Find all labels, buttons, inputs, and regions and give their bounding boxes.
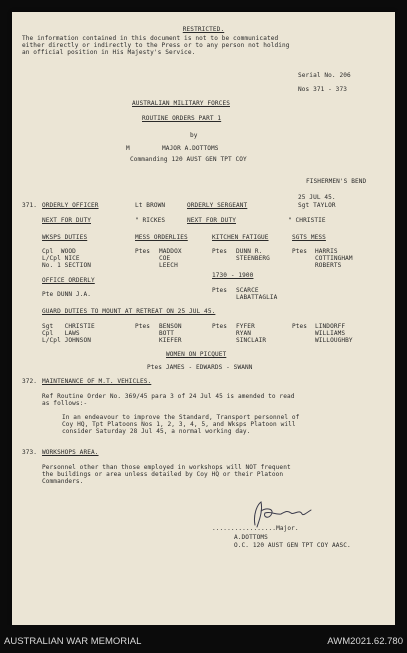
roster-entry: Cpl WOOD (42, 248, 76, 255)
officer-prefix: M (126, 145, 130, 152)
roster-entry: DUNN R. (236, 248, 263, 255)
guard-entry: LINDORFF (315, 323, 346, 330)
picquet-names: Ptes JAMES - EDWARDS - SWANN (147, 364, 253, 371)
kitchen-time: 1730 - 1900 (212, 272, 254, 279)
guard-entry: RYAN (236, 330, 252, 337)
commanding-officer: MAJOR A.DOTTOMS (162, 145, 219, 152)
guard-entry: FYFER (236, 323, 255, 330)
section-heading: MAINTENANCE OF M.T. VEHICLES. (42, 378, 152, 385)
body-line: In an endeavour to improve the Standard, Transport personnel of (62, 414, 300, 421)
orderly-sergeant-label: ORDERLY SERGEANT (187, 202, 248, 209)
order-numbers: Nos 371 - 373 (298, 86, 347, 93)
office-orderly-label: OFFICE ORDERLY (42, 277, 95, 284)
date: 25 JUL 45. (298, 194, 336, 201)
rank-label: Ptes (212, 248, 228, 255)
item-number: 371. (22, 202, 38, 209)
item-number: 373. (22, 449, 38, 456)
next-for-duty-label: NEXT FOR DUTY (42, 217, 91, 224)
guard-entry: KIEFER (159, 337, 182, 344)
serial-number: Serial No. 206 (298, 72, 351, 79)
roster-entry: L/Cpl NICE (42, 255, 80, 262)
section-heading: WORKSHOPS AREA. (42, 449, 99, 456)
guard-entry: BOTT (159, 330, 175, 337)
roster-entry: No. 1 SECTION (42, 262, 91, 269)
item-number: 372. (22, 378, 38, 385)
orderly-officer-name: Lt BROWN (135, 202, 166, 209)
rank-label: Ptes (135, 248, 151, 255)
roster-entry: COE (159, 255, 171, 262)
body-line: Ref Routine Order No. 369/45 para 3 of 24 Jul 45 is amended to read (42, 393, 295, 400)
next-for-duty-value: " RICKES (135, 217, 166, 224)
roster-entry: SCARCE (236, 287, 259, 294)
roster-entry: LABATTAGLIA (236, 294, 278, 301)
body-line: Personnel other than those employed in workshops will NOT frequent (42, 464, 291, 471)
picquet-heading: WOMEN ON PICQUET (166, 351, 227, 358)
next-for-duty-label: NEXT FOR DUTY (187, 217, 236, 224)
body-line: Coy HQ, Tpt Platoons Nos 1, 2, 3, 4, 5, and Wksps Platoon will (62, 421, 296, 428)
classification: RESTRICTED. (182, 26, 225, 33)
rank-label: Ptes (212, 323, 228, 330)
org-title: AUSTRALIAN MILITARY FORCES (132, 100, 230, 107)
rank-label: Ptes (212, 287, 228, 294)
rank-label: Ptes (135, 323, 151, 330)
column-heading: KITCHEN FATIGUE (212, 234, 269, 241)
guard-duties-heading: GUARD DUTIES TO MOUNT AT RETREAT ON 25 JUL 45. (42, 308, 216, 315)
rank-label: Ptes (292, 323, 308, 330)
body-line: Commanders. (42, 478, 84, 485)
guard-entry: Cpl LAWS (42, 330, 80, 337)
roster-entry: STEENBERG (236, 255, 270, 262)
next-for-duty-value: " CHRISTIE (288, 217, 326, 224)
signatory-title: O.C. 120 AUST GEN TPT COY AASC. (234, 542, 351, 549)
guard-entry: WILLIAMS (315, 330, 346, 337)
roster-entry: HARRIS (315, 248, 338, 255)
section-heading: ORDERLY OFFICER (42, 202, 99, 209)
office-orderly-name: Pte DUNN J.A. (42, 291, 91, 298)
roster-entry: LEECH (159, 262, 178, 269)
guard-entry: L/Cpl JOHNSON (42, 337, 91, 344)
command-line: Commanding 120 AUST GEN TPT COY (130, 156, 247, 163)
body-line: consider Saturday 28 Jul 45, a normal working day. (62, 428, 251, 435)
notice-line-3: an official position in His Majesty's Service. (22, 49, 196, 56)
guard-entry: Sgt CHRISTIE (42, 323, 95, 330)
guard-entry: SINCLAIR (236, 337, 267, 344)
notice-line-1: The information contained in this document is not to be communicated (22, 35, 279, 42)
rank-label: Ptes (292, 248, 308, 255)
doc-title: ROUTINE ORDERS PART 1 (142, 115, 222, 122)
orderly-sergeant-name: Sgt TAYLOR (298, 202, 336, 209)
column-heading: SGTS MESS (292, 234, 326, 241)
signatory-name: A.DOTTOMS (234, 534, 268, 541)
body-line: the buildings or area unless detailed by Coy HQ or their Platoon (42, 471, 284, 478)
roster-entry: MADDOX (159, 248, 182, 255)
archive-accession-number: AWM2021.62.780 (327, 636, 403, 647)
guard-entry: WILLOUGHBY (315, 337, 353, 344)
column-heading: WKSPS DUTIES (42, 234, 88, 241)
location: FISHERMEN'S BEND (306, 178, 367, 185)
notice-line-2: either directly or indirectly to the Press or to any person not holding (22, 42, 290, 49)
guard-entry: BENSON (159, 323, 182, 330)
roster-entry: COTTINGHAM (315, 255, 353, 262)
column-heading: MESS ORDERLIES (135, 234, 188, 241)
body-line: as follows:- (42, 400, 88, 407)
by-line: by (190, 132, 198, 139)
archive-footer (0, 625, 407, 653)
document-page (12, 12, 395, 625)
signature-line: .................Major. (212, 525, 299, 532)
archive-name: AUSTRALIAN WAR MEMORIAL (4, 636, 142, 647)
roster-entry: ROBERTS (315, 262, 342, 269)
